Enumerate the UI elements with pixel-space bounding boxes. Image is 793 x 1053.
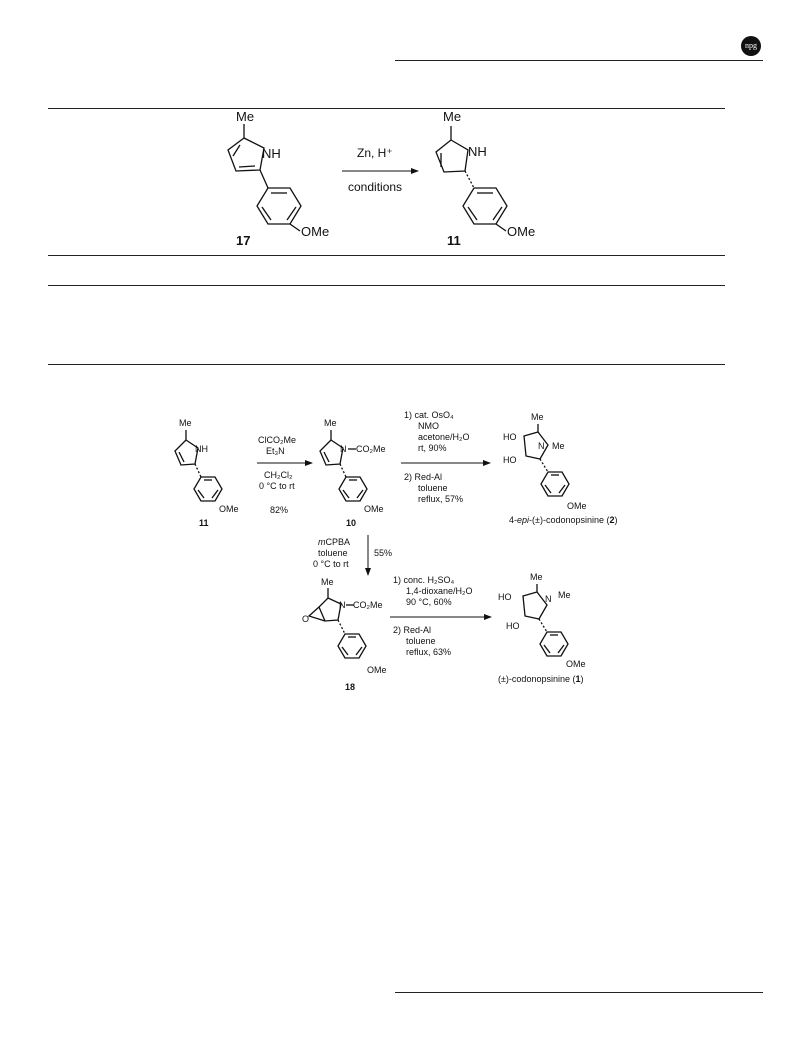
svg-text:90 °C, 60%: 90 °C, 60% (406, 597, 452, 607)
compound-11-top (436, 109, 535, 248)
svg-text:CO₂Me: CO₂Me (356, 444, 386, 454)
me-label: Me (443, 109, 462, 124)
svg-text:N: N (545, 594, 552, 604)
svg-text:HO: HO (506, 621, 520, 631)
svg-text:Me: Me (531, 412, 544, 422)
svg-text:NMO: NMO (418, 421, 439, 431)
compound-name-1: (±)-codonopsinine (1) (498, 674, 584, 684)
svg-text:CO₂Me: CO₂Me (353, 600, 383, 610)
nh-label: NH (195, 444, 208, 454)
svg-text:HO: HO (503, 432, 517, 442)
reagent-text: Zn, H⁺ (357, 146, 393, 160)
me-label: Me (236, 109, 255, 124)
compound-name-2: 4-epi-(±)-codonopsinine (2) (509, 515, 618, 525)
npg-logo: npg (741, 36, 761, 56)
svg-text:N: N (340, 444, 347, 454)
svg-text:82%: 82% (270, 505, 289, 515)
svg-text:reflux, 63%: reflux, 63% (406, 647, 452, 657)
svg-text:2) Red-Al: 2) Red-Al (404, 472, 443, 482)
nh-label: NH (468, 144, 487, 159)
compound-18 (302, 577, 387, 692)
svg-text:OMe: OMe (566, 659, 586, 669)
compound-label-17: 17 (236, 233, 251, 248)
svg-text:toluene: toluene (418, 483, 448, 493)
svg-text:Me: Me (324, 418, 337, 428)
svg-text:reflux, 57%: reflux, 57% (418, 494, 464, 504)
ome-label: OMe (301, 224, 330, 239)
svg-text:rt, 90%: rt, 90% (418, 443, 447, 453)
ome-label: OMe (219, 504, 239, 514)
svg-text:Me: Me (321, 577, 334, 587)
compound-17 (228, 109, 329, 248)
svg-text:Me: Me (558, 590, 571, 600)
compound-label-10: 10 (346, 518, 357, 528)
svg-text:2) Red-Al: 2) Red-Al (393, 625, 432, 635)
svg-text:N: N (339, 600, 346, 610)
compound-11 (175, 418, 239, 528)
compound-label-11: 11 (199, 518, 209, 528)
svg-text:Et₃N: Et₃N (266, 446, 285, 456)
svg-text:OMe: OMe (567, 501, 587, 511)
svg-text:toluene: toluene (318, 548, 348, 558)
svg-text:O: O (302, 614, 310, 624)
svg-text:1,4-dioxane/H₂O: 1,4-dioxane/H₂O (406, 586, 473, 596)
svg-text:N: N (538, 441, 545, 451)
ome-label: OMe (507, 224, 536, 239)
svg-text:Me: Me (530, 572, 543, 582)
nh-label: NH (262, 146, 281, 161)
svg-text:acetone/H₂O: acetone/H₂O (418, 432, 470, 442)
compound-10 (320, 418, 386, 528)
svg-text:Me: Me (552, 441, 565, 451)
svg-text:55%: 55% (374, 548, 393, 558)
svg-text:OMe: OMe (367, 665, 387, 675)
svg-text:1) conc. H₂SO₄: 1) conc. H₂SO₄ (393, 575, 455, 585)
compound-label-11: 11 (447, 233, 461, 248)
svg-text:0 °C to rt: 0 °C to rt (313, 559, 349, 569)
conditions-text: conditions (348, 180, 403, 194)
svg-text:ClCO₂Me: ClCO₂Me (258, 435, 296, 445)
svg-text:0 °C to rt: 0 °C to rt (259, 481, 295, 491)
svg-text:HO: HO (498, 592, 512, 602)
compound-2 (503, 412, 618, 525)
svg-text:toluene: toluene (406, 636, 436, 646)
compound-1 (498, 572, 586, 684)
svg-text:CH₂Cl₂: CH₂Cl₂ (264, 470, 293, 480)
compound-label-18: 18 (345, 682, 356, 692)
svg-text:mCPBA: mCPBA (318, 537, 351, 547)
svg-text:1) cat. OsO₄: 1) cat. OsO₄ (404, 410, 454, 420)
me-label: Me (179, 418, 192, 428)
svg-text:HO: HO (503, 455, 517, 465)
svg-text:OMe: OMe (364, 504, 384, 514)
